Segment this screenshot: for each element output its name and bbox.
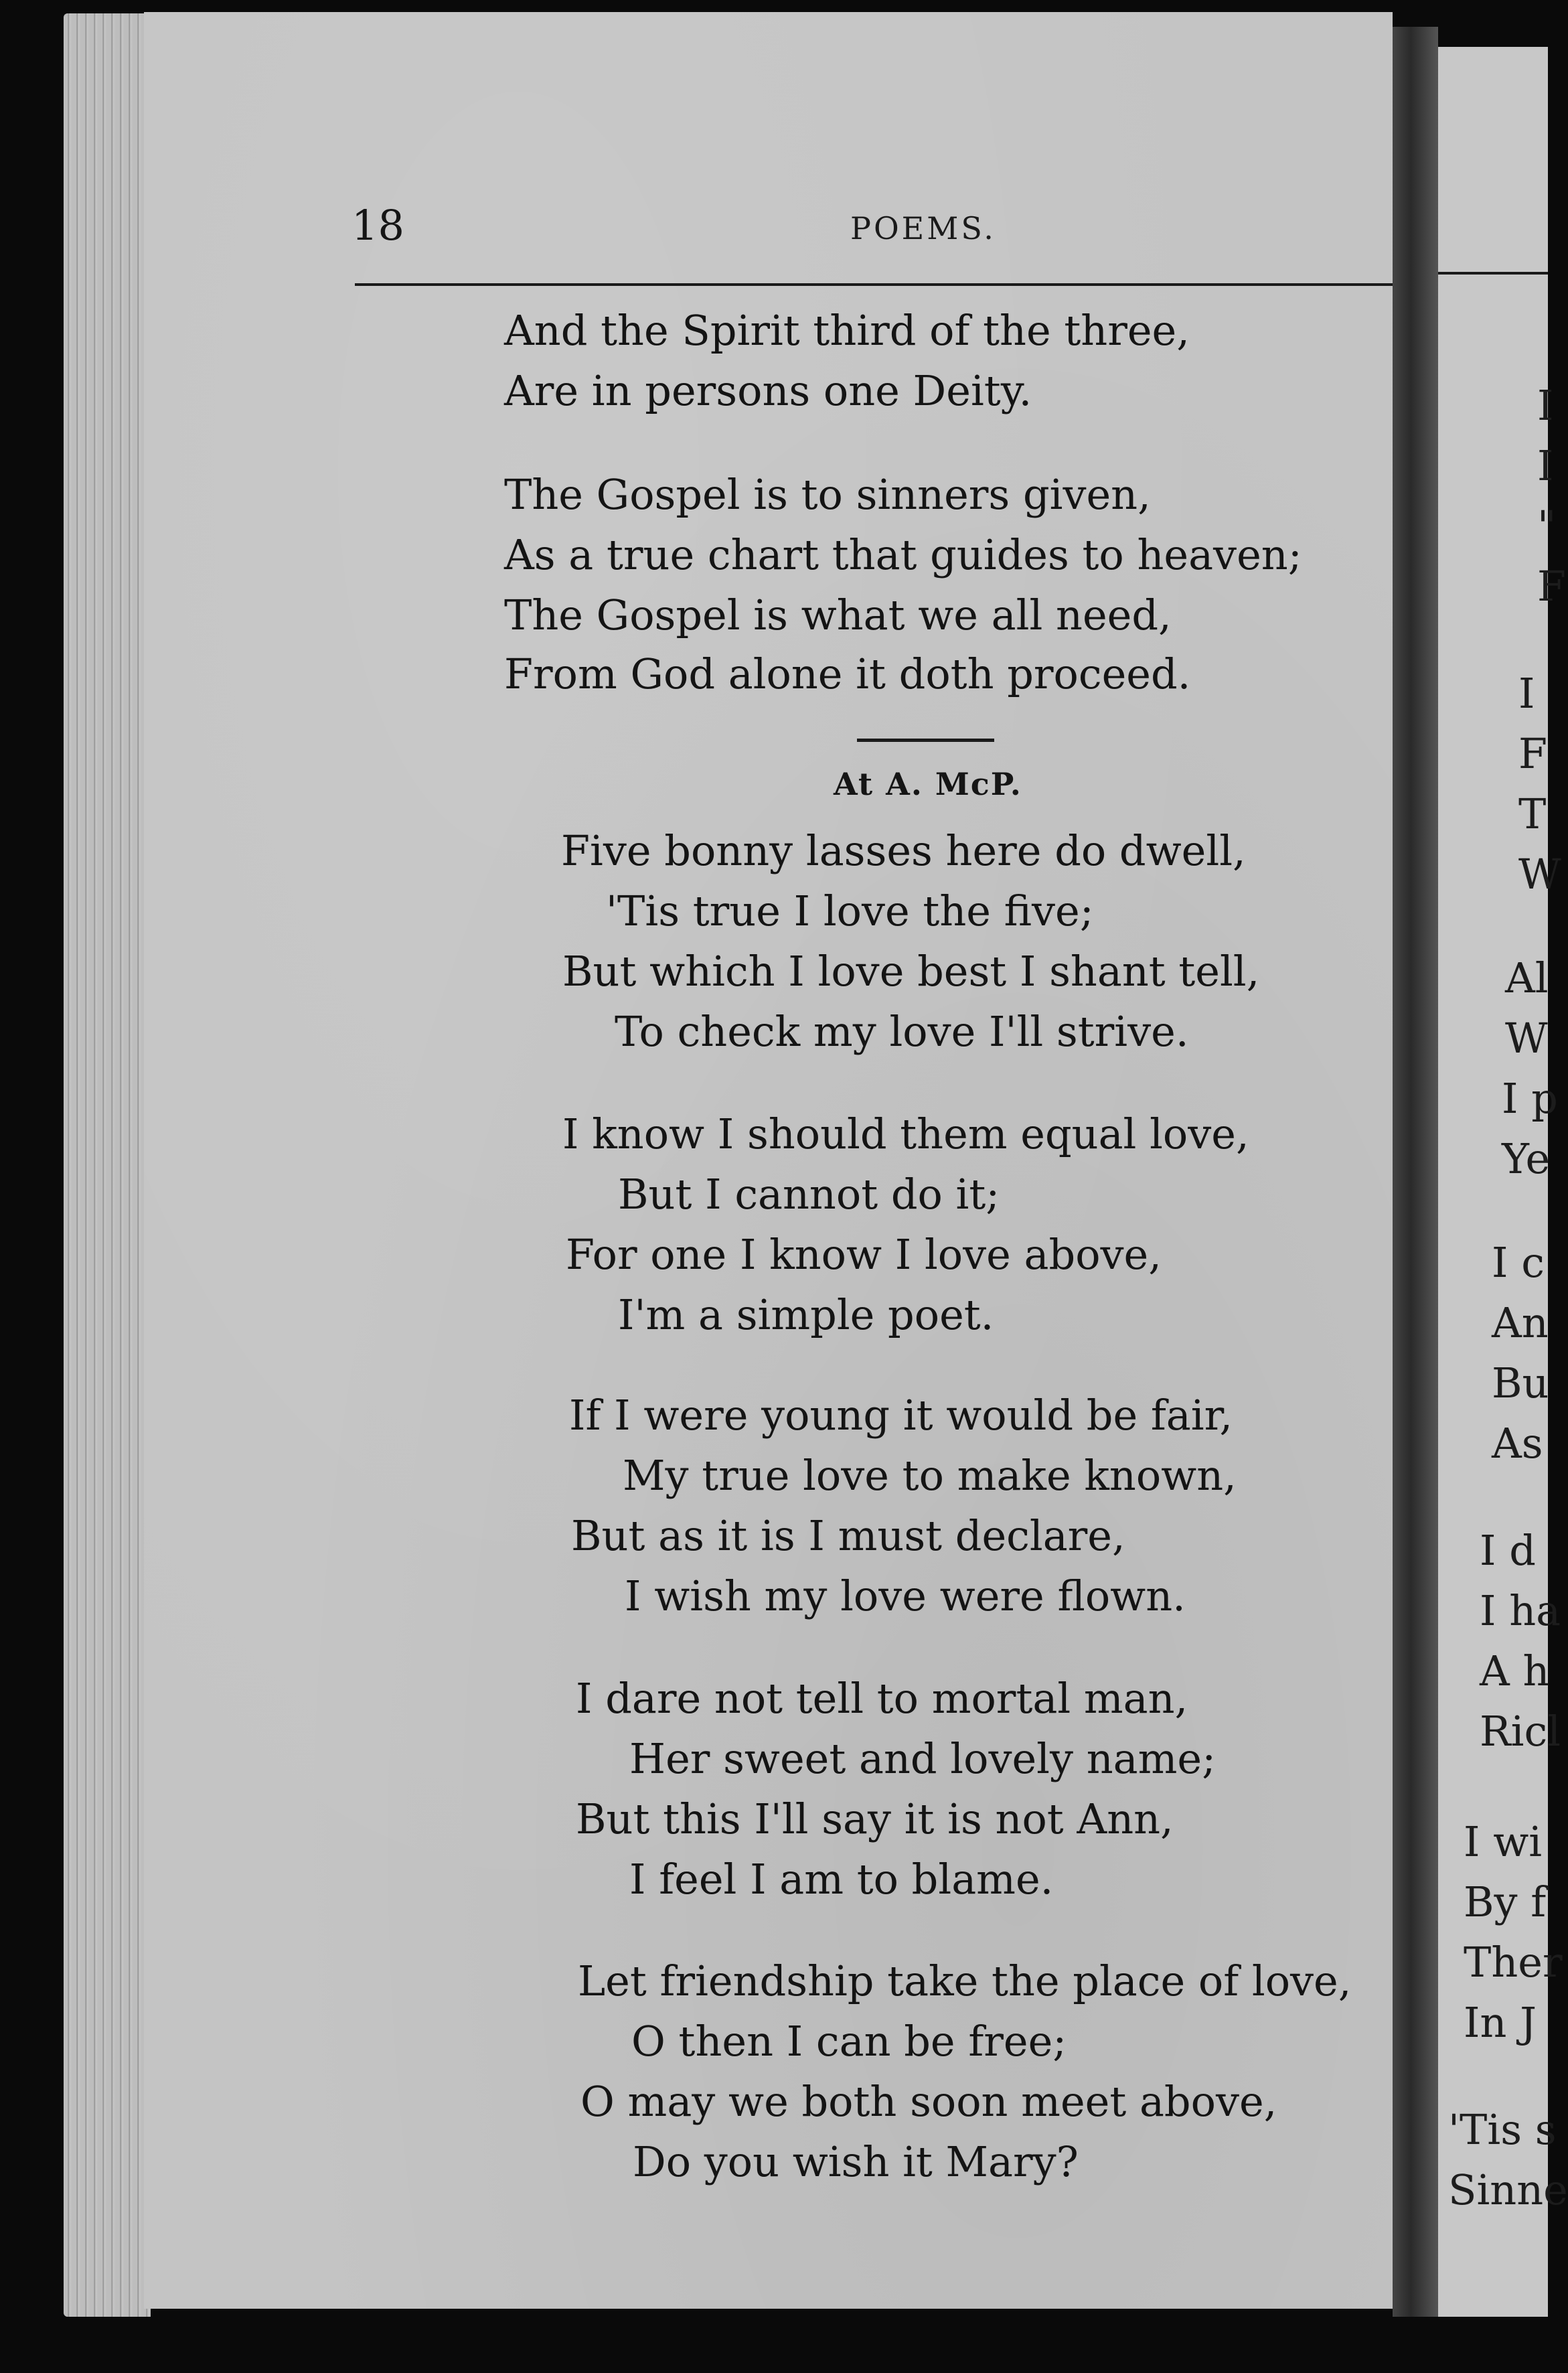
facing-page-header-rule [1438,272,1548,275]
facing-page-fragment: I [1518,669,1535,718]
facing-page-fragment: I [1537,441,1554,490]
header-rule [355,283,1439,286]
page-stack-edges [64,13,151,2317]
verse-line: Let friendship take the place of love, [578,1957,1352,2005]
verse-line: If I were young it would be fair, [569,1391,1233,1440]
facing-page-fragment: I ha [1480,1586,1561,1635]
verse-line: But this I'll say it is not Ann, [576,1794,1174,1843]
verse-line: O may we both soon meet above, [580,2077,1277,2126]
facing-page-fragment: Sinne [1448,2165,1568,2214]
verse-line: For one I know I love above, [566,1230,1162,1279]
running-head: POEMS. [850,210,996,246]
verse-line: I'm a simple poet. [618,1290,994,1339]
verse-line: But which I love best I shant tell, [562,947,1260,996]
facing-page-fragment: F [1537,562,1567,611]
verse-line: But I cannot do it; [618,1170,1000,1219]
verse-line: I wish my love were flown. [625,1572,1186,1620]
facing-page-fragment: I [1537,381,1554,430]
facing-page-fragment: T [1518,789,1547,838]
poem-title: At A. McP. [834,766,1022,802]
verse-line: To check my love I'll strive. [615,1007,1189,1056]
facing-page-fragment: An [1492,1298,1549,1347]
verse-line: My true love to make known, [623,1451,1237,1500]
facing-page-fragment: W [1505,1014,1548,1063]
facing-page-fragment: " [1537,502,1557,550]
verse-line: I feel I am to blame. [629,1855,1054,1904]
facing-page-fragment: F [1518,729,1548,778]
facing-page-fragment: Ye [1502,1134,1551,1183]
verse-line: O then I can be free; [631,2017,1067,2066]
facing-page-sliver [1438,47,1568,2317]
verse-line: Five bonny lasses here do dwell, [561,826,1246,875]
verse-line: From God alone it doth proceed. [504,649,1191,698]
verse-line: I dare not tell to mortal man, [576,1674,1188,1723]
page-number: 18 [351,201,404,250]
verse-line: But as it is I must declare, [571,1511,1125,1560]
facing-page-fragment: A h [1480,1647,1550,1695]
facing-page-fragment: Ther [1464,1938,1563,1987]
facing-page-fragment: I d [1480,1526,1536,1575]
book-spine-shadow [1393,27,1438,2317]
section-divider [857,739,994,742]
facing-page-fragment: W [1518,850,1561,899]
verse-line: Do you wish it Mary? [633,2137,1079,2186]
verse-line: The Gospel is what we all need, [504,591,1172,639]
verse-line: The Gospel is to sinners given, [504,470,1151,519]
facing-page-fragment: 'Tis s [1448,2105,1557,2154]
verse-line: As a true chart that guides to heaven; [504,530,1302,579]
facing-page-fragment: I c [1492,1238,1545,1287]
facing-page-fragment: In J [1464,1998,1537,2047]
verse-line: 'Tis true I love the five; [606,887,1094,935]
facing-page-fragment: I wi [1464,1817,1543,1866]
book-page [144,12,1393,2309]
facing-page-fragment: By f [1464,1878,1547,1926]
facing-page-fragment: As [1492,1419,1543,1468]
facing-page-fragment: Ricl [1480,1707,1561,1756]
facing-page-fragment: I p [1502,1074,1558,1123]
verse-line: Her sweet and lovely name; [629,1734,1216,1783]
verse-line: And the Spirit third of the three, [504,306,1190,355]
verse-line: I know I should them equal love, [562,1109,1249,1158]
verse-line: Are in persons one Deity. [504,366,1032,415]
facing-page-fragment: Al [1505,953,1549,1002]
facing-page-fragment: Bu [1492,1359,1549,1407]
